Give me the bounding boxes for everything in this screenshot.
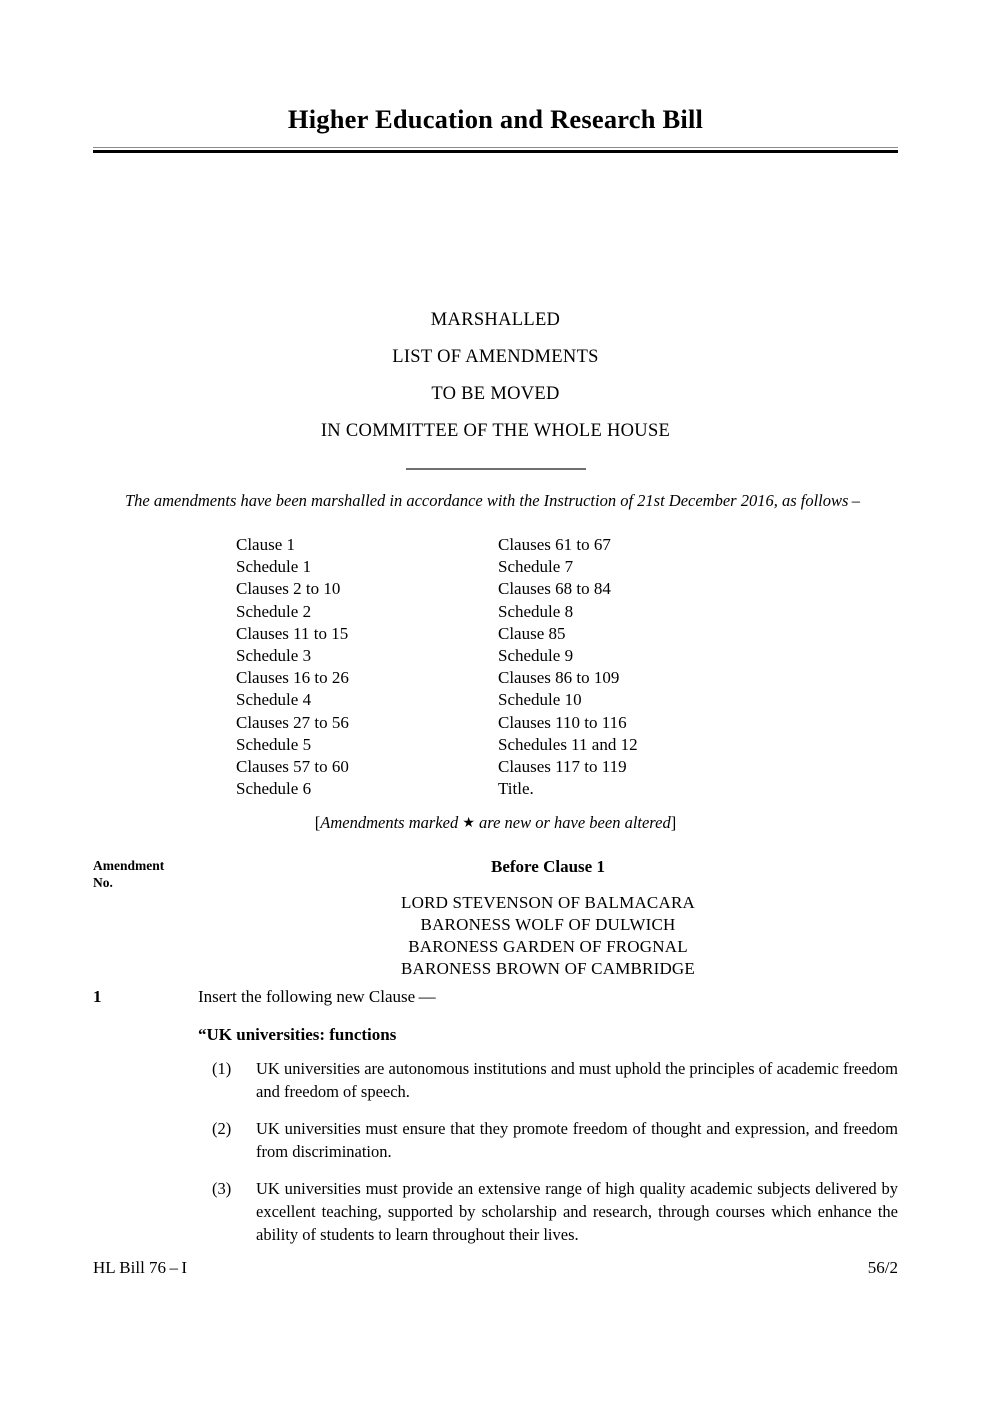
subsection-1 (198, 1057, 898, 1103)
subsection-marker: (3) (212, 1179, 232, 1198)
heading-divider-rule (406, 468, 586, 470)
page-reference: 56/2 (867, 1258, 898, 1277)
amendment-no-label-line2: No. (93, 874, 113, 890)
heading-line-to-be-moved: TO BE MOVED (431, 384, 560, 404)
list-item: Clauses 117 to 119 (498, 757, 627, 777)
amendment-intro-text: Insert the following new Clause — (198, 987, 436, 1006)
list-item: Title. (498, 779, 534, 799)
masthead (93, 104, 898, 153)
sponsor-name: BARONESS WOLF OF DULWICH (420, 915, 676, 934)
list-item: Clauses 57 to 60 (236, 757, 349, 777)
clause-list-right-column (498, 534, 760, 800)
clause-list (236, 534, 796, 800)
subsection-3 (198, 1177, 898, 1246)
list-item: Clauses 16 to 26 (236, 668, 349, 688)
list-item: Clauses 11 to 15 (236, 623, 349, 643)
star-note-open-bracket: [ (314, 813, 321, 832)
list-item: Clause 1 (236, 535, 296, 554)
sponsor-name: LORD STEVENSON OF BALMACARA (401, 893, 695, 912)
star-note-after-text: are new or have been altered (474, 813, 671, 832)
inserted-clause-subsections (198, 1057, 898, 1246)
title-rule-thick (93, 150, 898, 153)
list-item: Schedules 11 and 12 (498, 734, 638, 754)
sponsor-list (198, 892, 898, 980)
clause-list-left-column (236, 534, 498, 800)
amendment-intro-row (93, 985, 898, 1009)
sponsor-name: BARONESS BROWN OF CAMBRIDGE (401, 959, 695, 978)
amendment-entry (93, 985, 898, 1246)
list-item: Clauses 86 to 109 (498, 668, 620, 688)
subsection-marker: (2) (212, 1119, 232, 1138)
title-double-rule (93, 147, 898, 153)
list-item: Schedule 5 (236, 734, 312, 754)
subsection-text: UK universities must ensure that they promote freedom of thought and expression, and freedom from discrimination. (256, 1119, 898, 1161)
list-item: Schedule 1 (236, 557, 312, 577)
list-item: Schedule 6 (236, 779, 312, 799)
star-note-before-text: Amendments marked (320, 813, 463, 832)
list-item: Clauses 110 to 116 (498, 712, 627, 732)
page-title: Higher Education and Research Bill (287, 104, 704, 134)
heading-line-list-of-amendments: LIST OF AMENDMENTS (392, 347, 599, 367)
star-note-close-bracket: ] (670, 813, 677, 832)
heading-line-in-committee: IN COMMITTEE OF THE WHOLE HOUSE (320, 421, 671, 441)
subsection-marker: (1) (212, 1059, 232, 1078)
list-item: Schedule 10 (498, 690, 582, 710)
subsection-text: UK universities are autonomous institutions and must uphold the principles of academic freedom and freedom of speech. (256, 1059, 898, 1101)
list-item: Clauses 27 to 56 (236, 712, 349, 732)
star-icon: ★ (462, 816, 475, 831)
document-heading-block (93, 302, 898, 470)
list-item: Schedule 3 (236, 646, 312, 666)
star-note (93, 813, 898, 833)
instruction-paragraph: The amendments have been marshalled in accordance with the Instruction of 21st December 2016, as follows – (125, 491, 860, 510)
amendment-number: 1 (93, 987, 102, 1006)
list-item: Clauses 68 to 84 (498, 579, 611, 599)
inserted-clause-title: “UK universities: functions (198, 1025, 397, 1044)
list-item: Clause 85 (498, 623, 566, 643)
subsection-2 (198, 1117, 898, 1163)
list-item: Schedule 9 (498, 646, 574, 666)
amendment-no-label-line1: Amendment (93, 858, 165, 873)
page-footer (93, 1258, 898, 1278)
list-item: Clauses 61 to 67 (498, 535, 611, 554)
list-item: Schedule 8 (498, 601, 574, 621)
bill-reference: HL Bill 76 – I (93, 1258, 188, 1277)
list-item: Clauses 2 to 10 (236, 579, 341, 599)
amendment-no-column-label (93, 858, 213, 891)
subsection-text: UK universities must provide an extensive range of high quality academic subjects delivered by excellent teaching, supported by scholarship and research, through courses which enhance the ability of students to learn throughout their lives. (256, 1179, 898, 1244)
list-item: Schedule 7 (498, 557, 574, 577)
list-item: Schedule 2 (236, 601, 312, 621)
section-heading-before-clause-1: Before Clause 1 (491, 857, 605, 876)
heading-line-marshalled: MARSHALLED (430, 310, 561, 330)
list-item: Schedule 4 (236, 690, 312, 710)
sponsor-name: BARONESS GARDEN OF FROGNAL (408, 937, 688, 956)
